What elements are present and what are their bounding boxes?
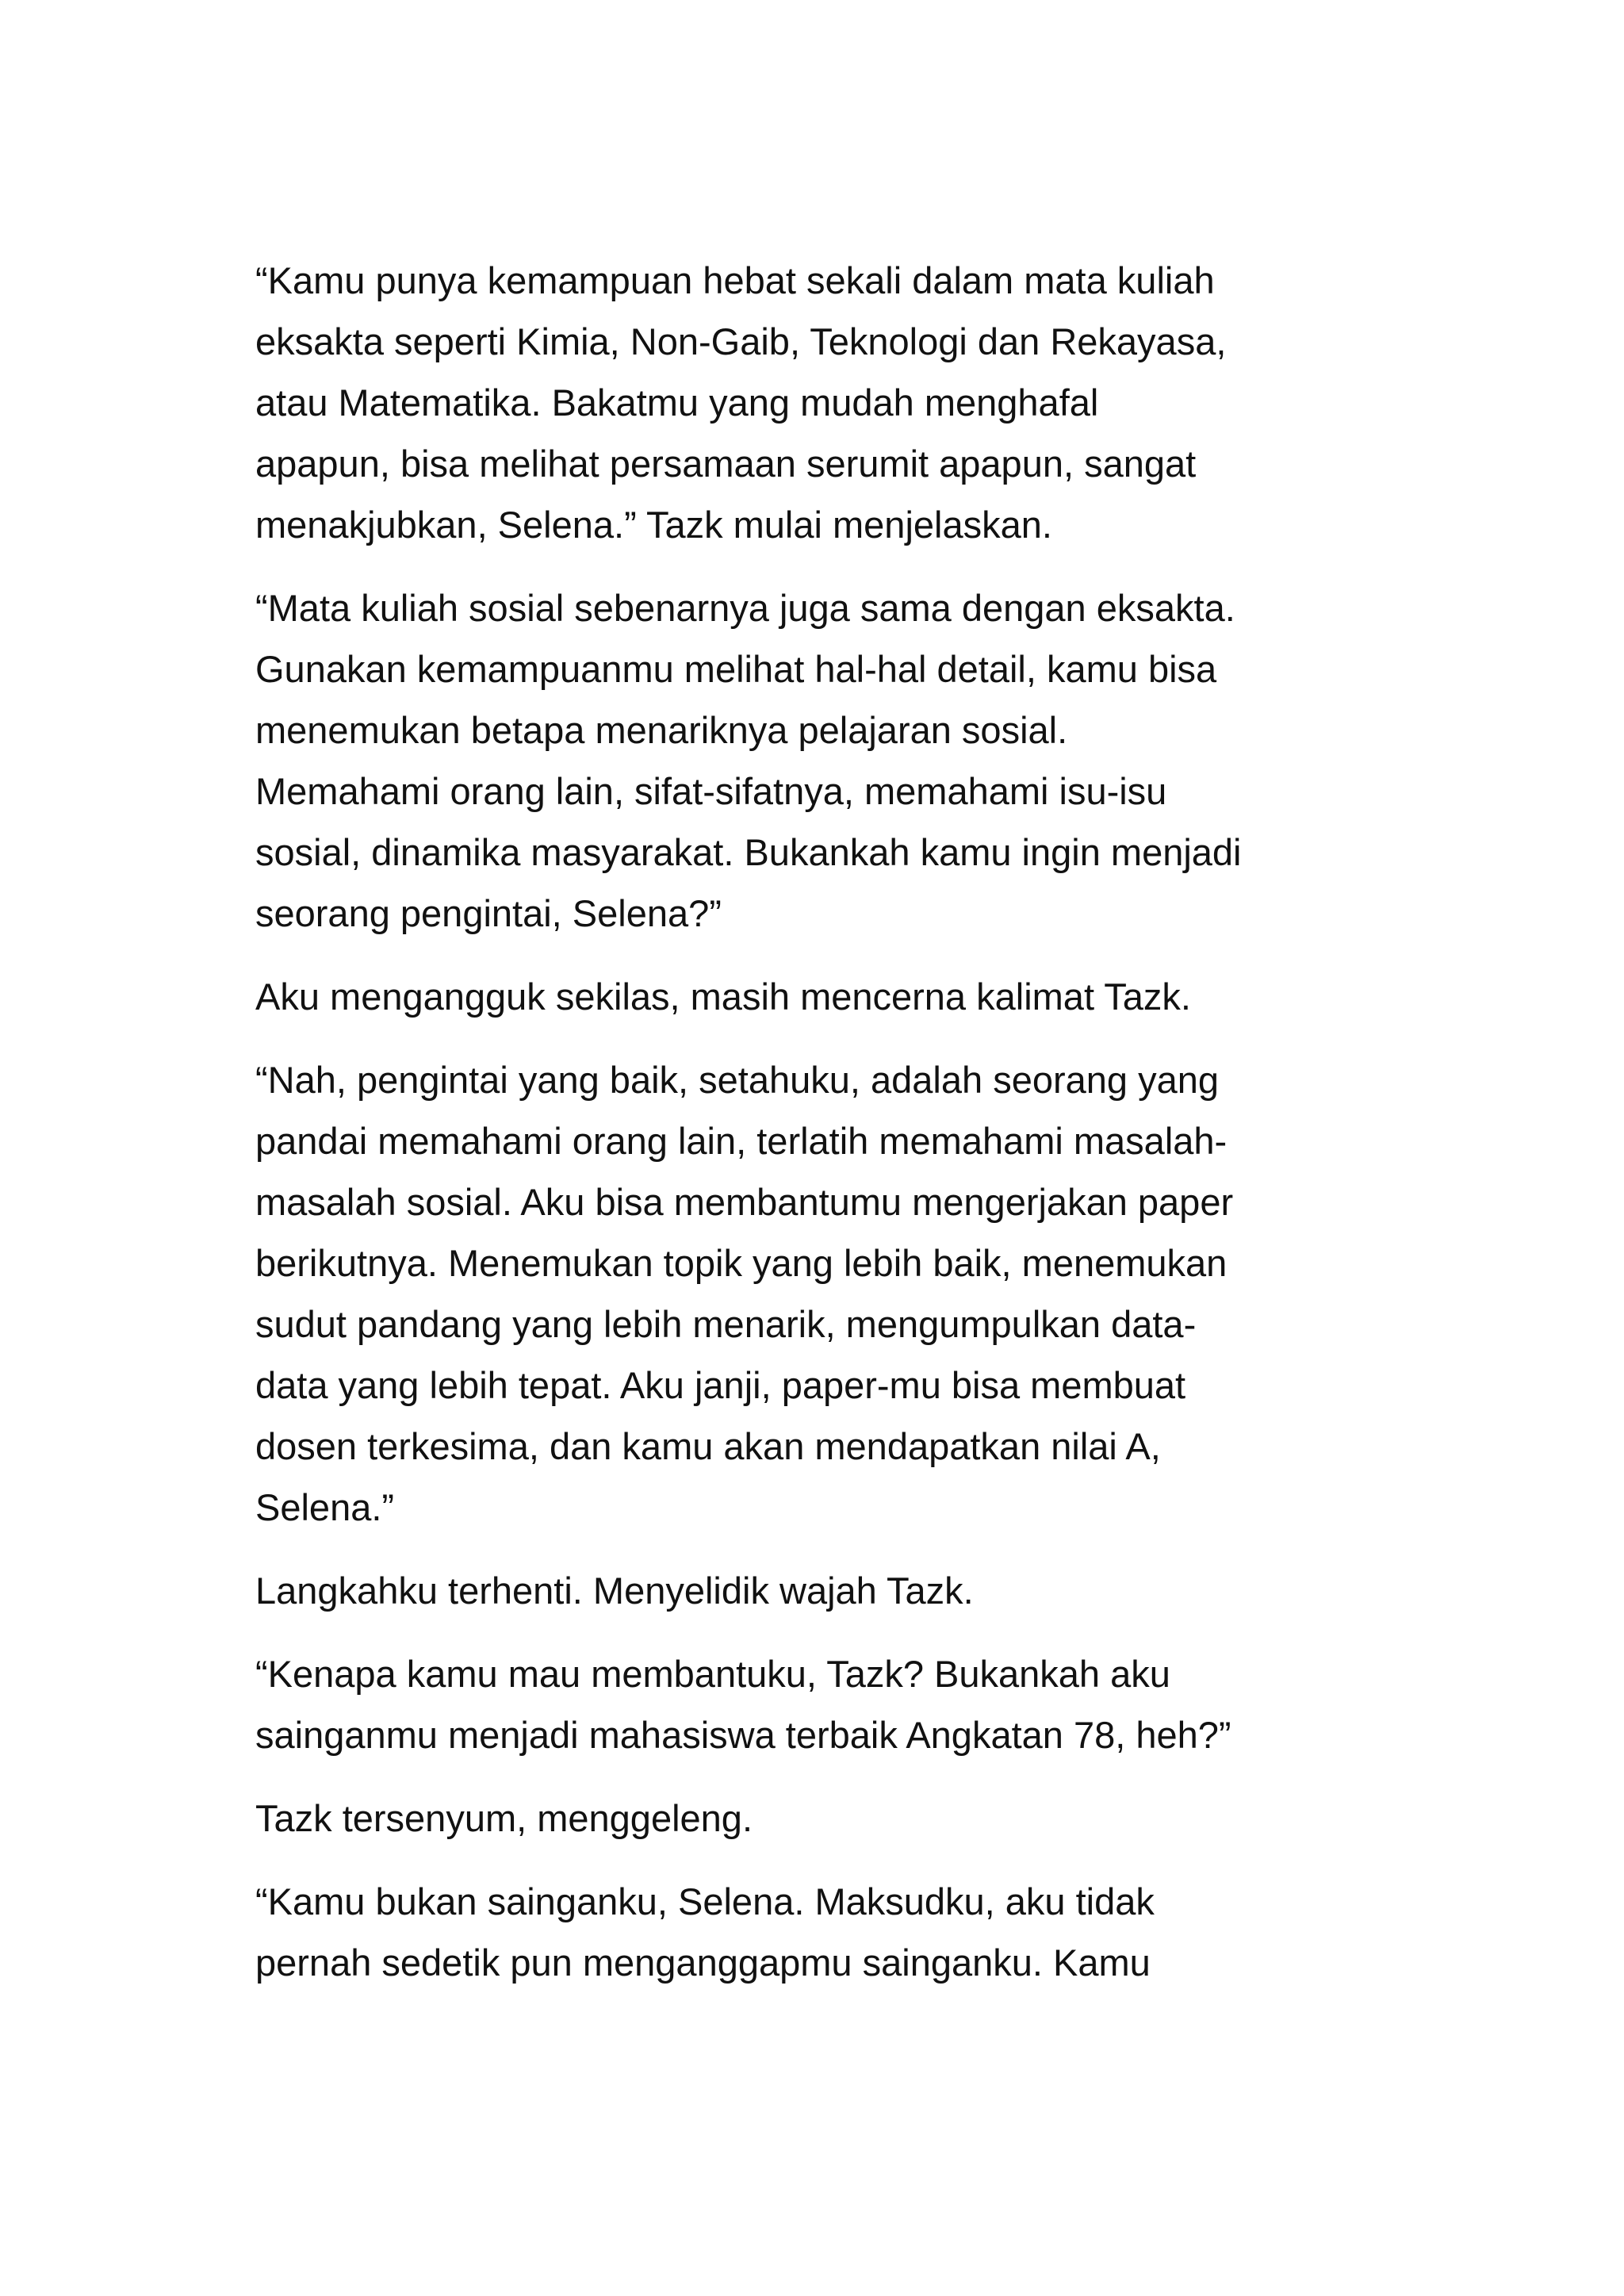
paragraph: “Nah, pengintai yang baik, setahuku, adalah seorang yang pandai memahami orang lain, terlatih memahami masalah- masalah sosial. Aku bisa membantumu mengerjakan paper berikutnya. Menemukan topik yang lebih baik, menemukan sudut pandang yang lebih menarik, mengumpulkan data- data yang lebih tepat. Aku janji, paper-mu bisa membuat dosen terkesima, dan kamu akan mendapatkan nilai A, Selena.” [255,1059,1234,1528]
paragraph: Tazk tersenyum, menggeleng. [255,1797,753,1839]
paragraph: Langkahku terhenti. Menyelidik wajah Tazk. [255,1570,974,1612]
body-text [255,250,1381,2015]
paragraph: “Kamu punya kemampuan hebat sekali dalam mata kuliah eksakta seperti Kimia, Non-Gaib, Teknologi dan Rekayasa, atau Matematika. Bakatmu yang mudah menghafal apapun, bisa melihat persamaan serumit apapun, sangat menakjubkan, Selena.” Tazk mulai menjelaskan. [255,259,1227,546]
paragraph: “Kenapa kamu mau membantuku, Tazk? Bukankah aku sainganmu menjadi mahasiswa terbaik Angkatan 78, heh?” [255,1653,1231,1756]
paragraph: “Kamu bukan sainganku, Selena. Maksudku, aku tidak pernah sedetik pun menganggapmu sainganku. Kamu [255,1880,1155,1984]
paragraph: “Mata kuliah sosial sebenarnya juga sama dengan eksakta. Gunakan kemampuanmu melihat hal-hal detail, kamu bisa menemukan betapa menariknya pelajaran sosial. Memahami orang lain, sifat-sifatnya, memahami isu-isu sosial, dinamika masyarakat. Bukankah kamu ingin menjadi seorang pengintai, Selena?” [255,587,1242,934]
paragraph: Aku mengangguk sekilas, masih mencerna kalimat Tazk. [255,976,1191,1018]
